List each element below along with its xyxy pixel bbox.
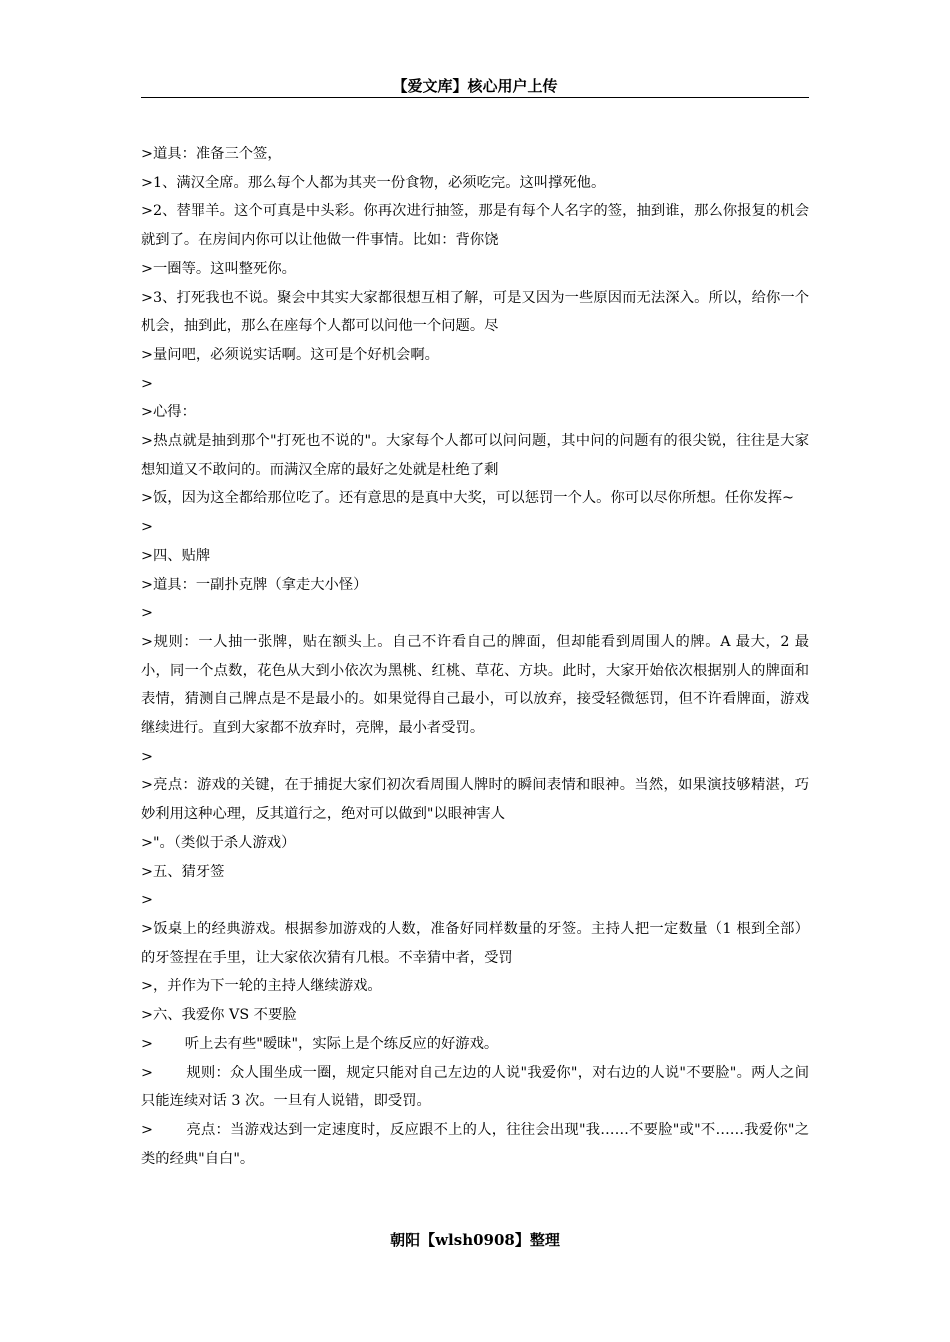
- paragraph: >: [141, 519, 153, 536]
- paragraph: >饭，因为这全都给那位吃了。还有意思的是真中大奖，可以惩罚一个人。你可以尽你所想。任你发挥~: [141, 490, 795, 507]
- paragraph: >，并作为下一轮的主持人继续游戏。: [141, 978, 382, 995]
- paragraph: >五、猜牙签: [141, 863, 225, 880]
- paragraph: >心得：: [141, 404, 196, 421]
- paragraph: >热点就是抽到那个"打死也不说的"。大家每个人都可以问问题，其中问的问题有的很尖锐，往往是大家想知道又不敢问的。而满汉全席的最好之处就是杜绝了剩: [141, 433, 809, 478]
- paragraph: >1、满汉全席。那么每个人都为其夹一份食物，必须吃完。这叫撑死他。: [141, 174, 606, 191]
- paragraph: >一圈等。这叫整死你。: [141, 260, 296, 277]
- page-header: 【爱文库】核心用户上传: [392, 77, 558, 95]
- paragraph: > 亮点：当游戏达到一定速度时，反应跟不上的人，往往会出现"我……不要脸"或"不……我爱你"之类的经典"自白"。: [141, 1121, 809, 1167]
- document-body: [141, 140, 809, 1173]
- paragraph: >亮点：游戏的关键，在于捕捉大家们初次看周围人牌时的瞬间表情和眼神。当然，如果演技够精湛，巧妙利用这种心理，反其道行之，绝对可以做到"以眼神害人: [141, 777, 809, 823]
- paragraph: >2、替罪羊。这个可真是中头彩。你再次进行抽签，那是有每个人名字的签，抽到谁，那么你报复的机会就到了。在房间内你可以让他做一件事情。比如：背你饶: [141, 203, 809, 249]
- paragraph: >: [141, 748, 153, 765]
- paragraph: >量问吧，必须说实话啊。这可是个好机会啊。: [141, 346, 439, 363]
- header-divider: [141, 97, 809, 98]
- paragraph: >饭桌上的经典游戏。根据参加游戏的人数，准备好同样数量的牙签。主持人把一定数量（1 根到全部）的牙签捏在手里，让大家依次猜有几根。不幸猜中者，受罚: [141, 920, 809, 966]
- paragraph: >: [141, 375, 153, 392]
- paragraph: >"。（类似于杀人游戏）: [141, 834, 296, 851]
- paragraph: > 听上去有些"暧昧"，实际上是个练反应的好游戏。: [141, 1035, 499, 1052]
- paragraph: >: [141, 605, 153, 622]
- paragraph: >3、打死我也不说。聚会中其实大家都很想互相了解，可是又因为一些原因而无法深入。所以，给你一个机会，抽到此，那么在座每个人都可以问他一个问题。尽: [141, 289, 809, 335]
- paragraph: >四、贴牌: [141, 547, 211, 564]
- paragraph: >规则：一人抽一张牌，贴在额头上。自己不许看自己的牌面，但却能看到周围人的牌。A 最大，2 最小，同一个点数，花色从大到小依次为黑桃、红桃、草花、方块。此时，大家开始依次根据别人的牌面和表情，猜测自己牌点是不是最小的。如果觉得自己最小，可以放弃，接受轻微惩罚，但不许看牌面，游戏继续进行。直到大家都不放弃时，亮牌，最小者受罚。: [141, 633, 809, 737]
- paragraph: >道具：准备三个签，: [141, 146, 282, 162]
- paragraph: > 规则：众人围坐成一圈，规定只能对自己左边的人说"我爱你"，对右边的人说"不要脸"。两人之间只能连续对话 3 次。一旦有人说错，即受罚。: [141, 1064, 809, 1110]
- paragraph: >道具：一副扑克牌（拿走大小怪）: [141, 576, 368, 593]
- paragraph: >六、我爱你 VS 不要脸: [141, 1007, 297, 1024]
- paragraph: >: [141, 892, 153, 909]
- page-footer: 朝阳【wlsh0908】整理: [390, 1231, 560, 1249]
